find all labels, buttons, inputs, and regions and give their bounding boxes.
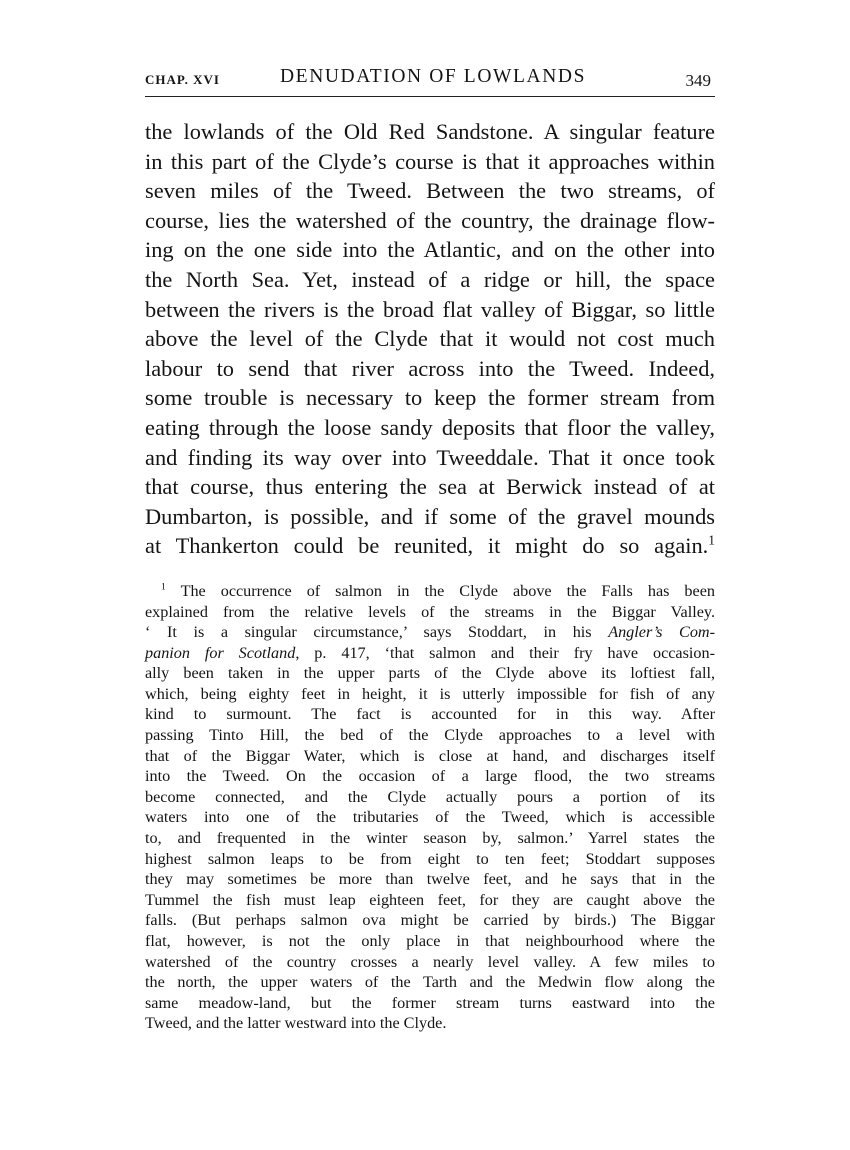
body-line: course, lies the watershed of the country, the drainage flow-	[145, 207, 715, 233]
footnote-line	[145, 581, 715, 602]
footnote-reference-marker: 1	[708, 532, 715, 548]
footnote-line: falls. (But perhaps salmon ova might be carried by birds.) The Biggar	[145, 911, 715, 930]
body-line-text: at Thankerton could be reunited, it might do so again.	[145, 533, 709, 559]
footnote-line: explained from the relative levels of the streams in the Biggar Valley.	[145, 602, 715, 621]
footnote-line: ally been taken in the upper parts of the Clyde above its loftiest fall,	[145, 664, 715, 683]
running-title: DENUDATION OF LOWLANDS	[280, 66, 587, 87]
footnote-text: ‘ It is a singular circumstance,’ says Stoddart, in his	[145, 623, 609, 642]
footnote-line: the north, the upper waters of the Tarth and the Medwin flow along the	[145, 973, 715, 992]
footnote-marker: 1	[161, 581, 166, 593]
body-line: between the rivers is the broad flat valley of Biggar, so little	[145, 296, 715, 322]
book-title-italic: Angler’s Com-	[608, 623, 716, 642]
book-title-italic: panion for Scotland	[145, 643, 296, 662]
body-line: above the level of the Clyde that it would not cost much	[145, 326, 715, 352]
body-line: that course, thus entering the sea at Berwick instead of at	[145, 474, 715, 500]
footnote-line: into the Tweed. On the occasion of a large flood, the two streams	[145, 767, 715, 786]
chapter-label: CHAP. XVI	[145, 72, 220, 87]
body-line-last	[145, 531, 715, 561]
footnote-line: highest salmon leaps to be from eight to ten feet; Stoddart supposes	[145, 849, 715, 868]
page-number: 349	[685, 71, 711, 90]
footnote-line: flat, however, is not the only place in that neighbourhood where the	[145, 932, 715, 950]
footnote-line: waters into one of the tributaries of the Tweed, which is accessible	[145, 808, 715, 827]
footnote-line: same meadow-land, but the former stream turns eastward into the	[145, 993, 715, 1012]
footnote-line: kind to surmount. The fact is accounted for in this way. After	[145, 705, 715, 724]
footnote-line: they may sometimes be more than twelve feet, and he says that in the	[145, 870, 715, 889]
running-head	[145, 62, 715, 97]
footnote-line: to, and frequented in the winter season by, salmon.’ Yarrel states the	[145, 829, 715, 848]
body-line: Dumbarton, is possible, and if some of the gravel mounds	[145, 503, 715, 529]
footnote-line	[145, 643, 715, 664]
body-line: in this part of the Clyde’s course is that it approaches within	[145, 148, 715, 174]
book-page	[145, 62, 715, 1034]
footnote-line: which, being eighty feet in height, it is utterly impossible for fish of any	[145, 684, 715, 703]
footnote-text: The occurrence of salmon in the Clyde above the Falls has been	[180, 581, 715, 600]
footnote-line: become connected, and the Clyde actually pours a portion of its	[145, 787, 715, 806]
footnote-line: that of the Biggar Water, which is close at hand, and discharges itself	[145, 746, 715, 765]
body-line: seven miles of the Tweed. Between the two streams, of	[145, 178, 715, 204]
footnote-text: , p. 417, ‘that salmon and their fry have occasion-	[295, 643, 715, 662]
footnote-line: passing Tinto Hill, the bed of the Clyde approaches to a level with	[145, 726, 715, 745]
body-paragraph	[145, 117, 715, 561]
footnote-line-last: Tweed, and the latter westward into the Clyde.	[145, 1014, 447, 1033]
footnote-line: watershed of the country crosses a nearly level valley. A few miles to	[145, 952, 715, 971]
body-line: ing on the one side into the Atlantic, and on the other into	[145, 237, 715, 263]
footnote	[145, 581, 715, 1034]
body-line: some trouble is necessary to keep the former stream from	[145, 385, 715, 411]
body-line: labour to send that river across into the Tweed. Indeed,	[145, 355, 715, 381]
footnote-line	[145, 622, 715, 643]
body-line: and finding its way over into Tweeddale. That it once took	[145, 444, 715, 470]
body-line: the North Sea. Yet, instead of a ridge or hill, the space	[145, 266, 715, 292]
footnote-line: Tummel the fish must leap eighteen feet, for they are caught above the	[145, 890, 715, 909]
body-line: eating through the loose sandy deposits that floor the valley,	[145, 414, 715, 440]
body-line: the lowlands of the Old Red Sandstone. A singular feature	[145, 119, 715, 144]
